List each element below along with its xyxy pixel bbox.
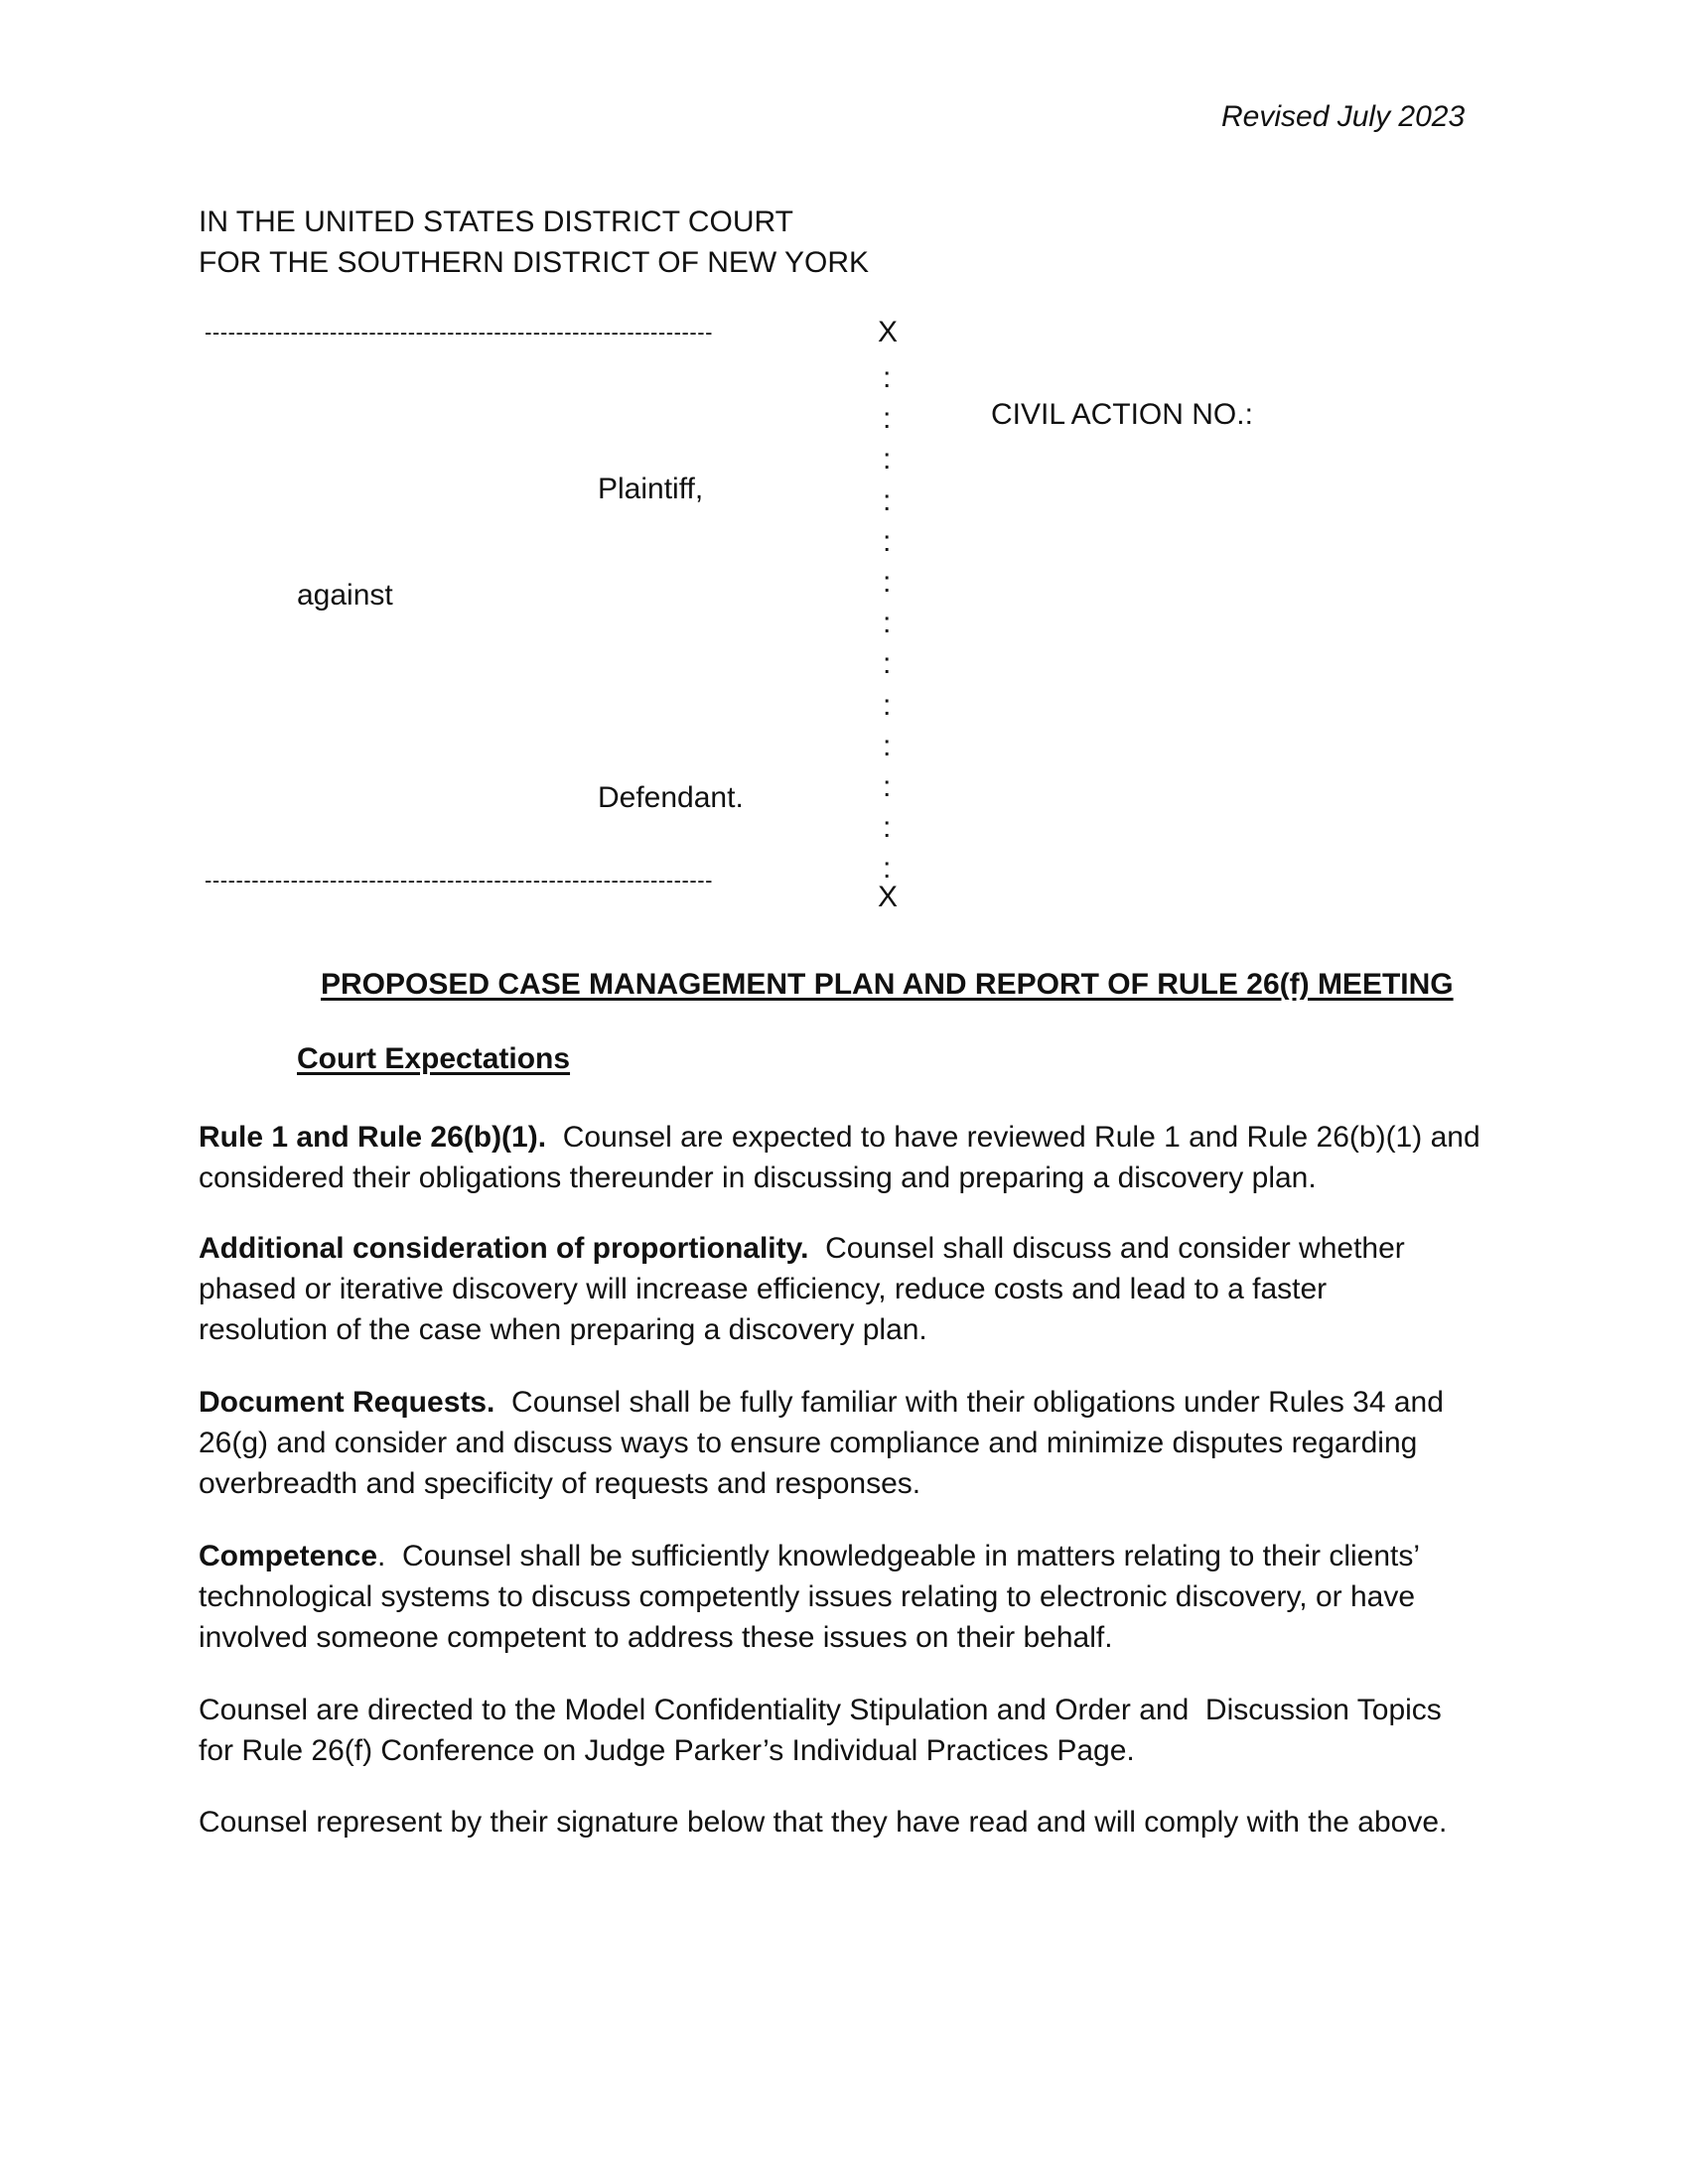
paragraph-directed — [199, 1690, 1499, 1771]
paragraph-text: Counsel are directed to the Model Confidentiality Stipulation and Order and Discussion Topics — [199, 1694, 1442, 1726]
paragraph-text: Counsel shall be fully familiar with their obligations under Rules 34 and — [494, 1386, 1444, 1419]
caption-colon: : — [883, 688, 892, 722]
court-heading — [199, 202, 869, 283]
caption-colon: : — [883, 361, 892, 394]
caption-colon: : — [883, 565, 892, 599]
paragraph-text: considered their obligations thereunder in discussing and preparing a discovery plan. — [199, 1161, 1317, 1194]
defendant-label: Defendant. — [598, 781, 744, 814]
civil-action-number: CIVIL ACTION NO.: — [991, 398, 1253, 431]
caption-colon-column — [883, 357, 903, 888]
caption-colon: : — [883, 402, 892, 436]
paragraph-text: for Rule 26(f) Conference on Judge Parker’s Individual Practices Page. — [199, 1734, 1135, 1767]
plaintiff-label: Plaintiff, — [598, 473, 704, 505]
document-title: PROPOSED CASE MANAGEMENT PLAN AND REPORT OF RULE 26(f) MEETING — [321, 968, 1454, 1001]
paragraph-lead: Competence — [199, 1540, 378, 1572]
paragraph-proportionality — [199, 1228, 1499, 1350]
paragraph-text: involved someone competent to address these issues on their behalf. — [199, 1621, 1113, 1654]
paragraph-text: phased or iterative discovery will increase efficiency, reduce costs and lead to a faster — [199, 1273, 1328, 1305]
caption-colon: : — [883, 769, 892, 803]
caption-colon: : — [883, 483, 892, 517]
section-title: Court Expectations — [297, 1042, 571, 1075]
paragraph-lead: Document Requests. — [199, 1386, 495, 1419]
caption-colon: : — [883, 729, 892, 762]
paragraph-competence — [199, 1536, 1499, 1658]
paragraph-text: technological systems to discuss competently issues relating to electronic discovery, or have — [199, 1580, 1416, 1613]
caption-bottom-rule: ----------------------------------------------------------------- — [205, 868, 713, 892]
caption-colon: : — [883, 443, 892, 477]
court-heading-line-2: FOR THE SOUTHERN DISTRICT OF NEW YORK — [199, 246, 870, 279]
caption-colon: : — [883, 852, 892, 886]
paragraph-text: resolution of the case when preparing a discovery plan. — [199, 1313, 927, 1346]
against-label: against — [297, 579, 393, 612]
paragraph-rule1 — [199, 1117, 1499, 1198]
paragraph-text: Counsel are expected to have reviewed Rule 1 and Rule 26(b)(1) and — [546, 1121, 1480, 1154]
caption-top-rule: ----------------------------------------------------------------- — [205, 320, 713, 344]
revision-note: Revised July 2023 — [1221, 100, 1466, 133]
court-heading-line-1: IN THE UNITED STATES DISTRICT COURT — [199, 205, 793, 238]
paragraph-lead: Rule 1 and Rule 26(b)(1). — [199, 1121, 547, 1154]
paragraph-text: overbreadth and specificity of requests and responses. — [199, 1467, 921, 1500]
paragraph-lead: Additional consideration of proportionality. — [199, 1232, 809, 1265]
paragraph-text: 26(g) and consider and discuss ways to ensure compliance and minimize disputes regarding — [199, 1427, 1418, 1459]
caption-bottom-x: X — [878, 881, 899, 913]
caption-colon: : — [883, 524, 892, 558]
paragraph-text: . Counsel shall be sufficiently knowledgeable in matters relating to their clients’ — [377, 1540, 1421, 1572]
caption-colon: : — [883, 647, 892, 681]
paragraph-document-requests — [199, 1382, 1499, 1504]
paragraph-text: Counsel represent by their signature below that they have read and will comply with the above. — [199, 1806, 1448, 1839]
caption-colon: : — [883, 607, 892, 640]
paragraph-represent — [199, 1802, 1499, 1843]
paragraph-text: Counsel shall discuss and consider whether — [808, 1232, 1405, 1265]
caption-top-x: X — [878, 316, 899, 348]
caption-colon: : — [883, 811, 892, 845]
